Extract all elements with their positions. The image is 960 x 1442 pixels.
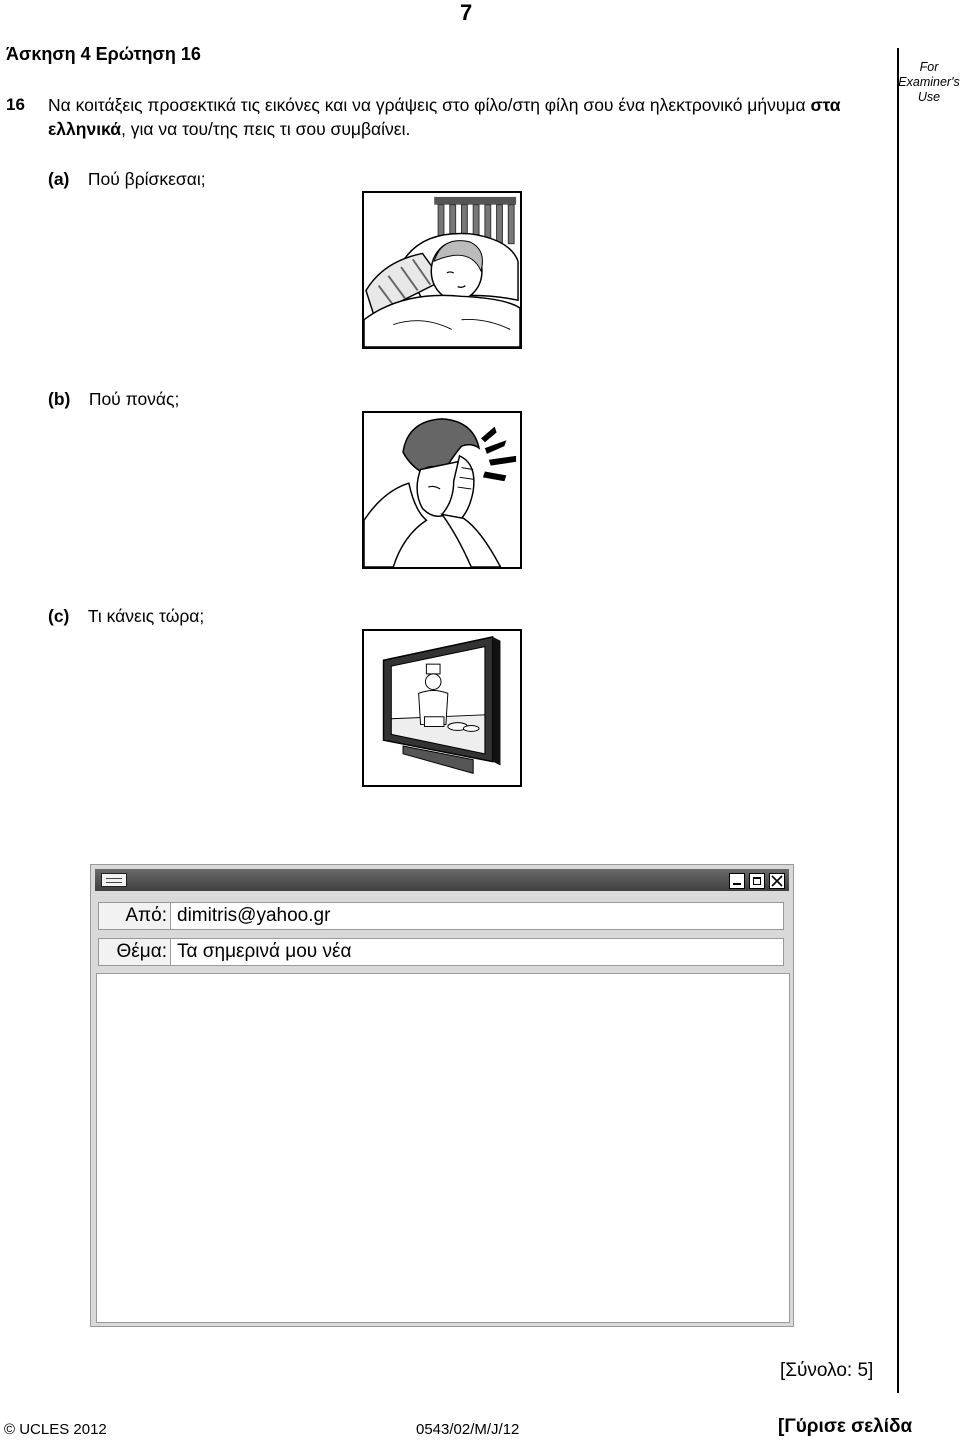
email-window — [90, 864, 794, 1327]
page-number: 7 — [460, 0, 473, 25]
maximize-icon[interactable] — [749, 873, 765, 889]
examiner-line1: For — [919, 60, 939, 74]
tv-cooking-show-icon — [362, 629, 522, 787]
sick-in-bed-icon — [362, 191, 522, 349]
minimize-icon[interactable] — [729, 873, 745, 889]
envelope-icon — [101, 873, 127, 887]
email-title-bar — [95, 869, 789, 891]
exercise-title: Άσκηση 4 Ερώτηση 16 — [6, 44, 201, 64]
part-b — [48, 389, 179, 410]
part-a — [48, 169, 206, 190]
part-c-label: (c) — [48, 606, 70, 626]
footer-turn-over: [Γύρισε σελίδα — [778, 1416, 913, 1437]
part-a-question: Πού βρίσκεσαι; — [87, 169, 206, 189]
email-from-label: Από: — [99, 903, 171, 929]
question-text-part1: Να κοιτάξεις προσεκτικά τις εικόνες και να γράψεις στο φίλο/στη φίλη σου ένα ηλεκτρονικό μήνυμα — [48, 95, 811, 115]
email-subject-label: Θέμα: — [99, 939, 171, 965]
footer-code: 0543/02/M/J/12 — [416, 1421, 520, 1438]
email-from-field[interactable]: dimitris@yahoo.gr — [177, 905, 331, 926]
part-c — [48, 606, 204, 627]
examiner-use-label — [898, 60, 960, 105]
part-a-label: (a) — [48, 169, 70, 189]
part-b-label: (b) — [48, 389, 71, 409]
email-body-field[interactable] — [96, 973, 790, 1323]
examiner-line2: Examiner's — [898, 75, 960, 89]
part-c-question: Τι κάνεις τώρα; — [87, 606, 205, 626]
question-number: 16 — [6, 95, 25, 114]
headache-icon — [362, 411, 522, 569]
part-b-question: Πού πονάς; — [88, 389, 180, 409]
email-subject-field[interactable]: Τα σημερινά μου νέα — [177, 941, 352, 962]
total-marks: [Σύνολο: 5] — [780, 1360, 874, 1381]
question-text-bold: στα ελληνικά — [48, 95, 841, 139]
question-text — [48, 93, 888, 141]
email-from-row — [98, 902, 784, 930]
footer-copyright: © UCLES 2012 — [4, 1421, 107, 1438]
question-text-part2: , για να του/της πεις τι σου συμβαίνει. — [121, 119, 411, 139]
examiner-margin-line — [897, 48, 899, 1393]
close-icon[interactable] — [769, 873, 785, 889]
email-subject-row — [98, 938, 784, 966]
examiner-line3: Use — [917, 90, 941, 104]
